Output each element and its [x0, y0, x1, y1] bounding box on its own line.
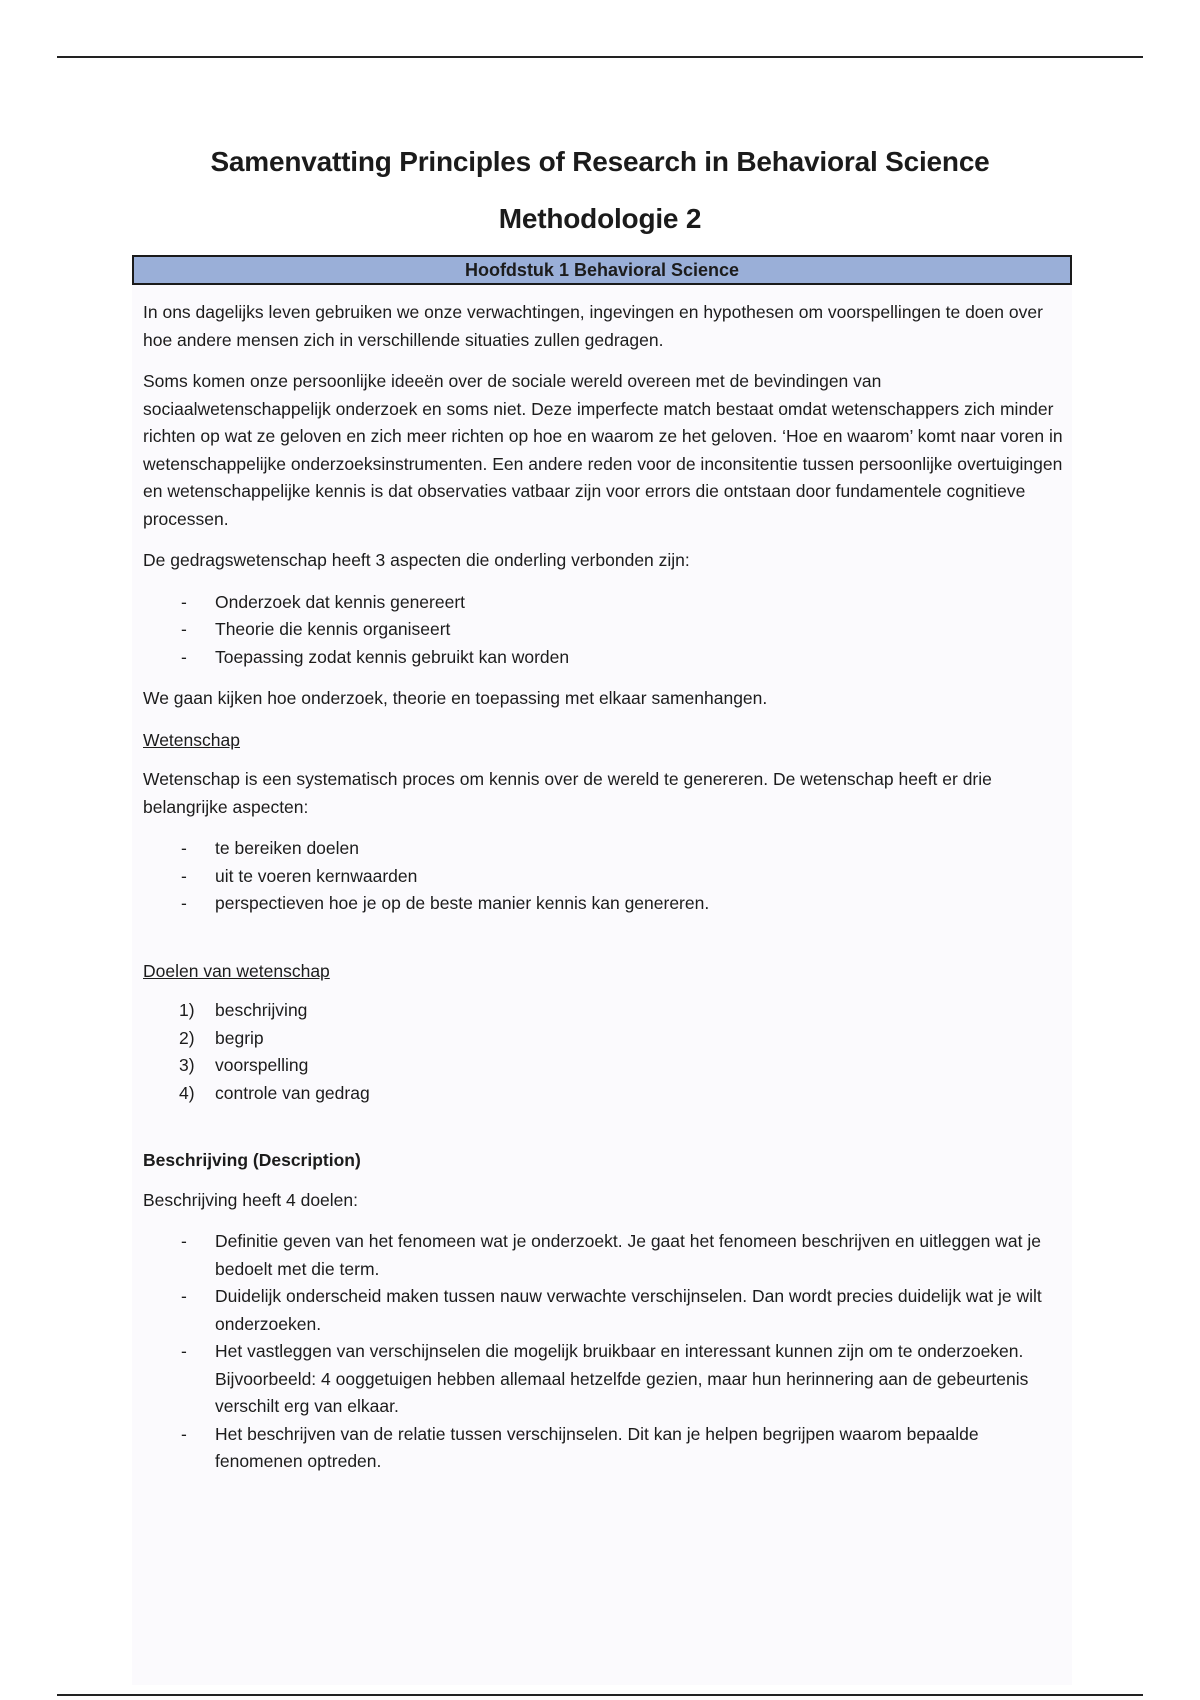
section-heading-wetenschap: Wetenschap — [143, 729, 240, 750]
list-item: 3) voorspelling — [179, 1055, 309, 1075]
spacer — [143, 1121, 1063, 1147]
list-item: - perspectieven hoe je op de beste manier kennis kan genereren. — [143, 890, 1063, 918]
bullet: - — [181, 1423, 187, 1444]
bullet: - — [181, 591, 187, 612]
list-item: 1) beschrijving — [179, 1000, 308, 1020]
bullet: - — [181, 1231, 187, 1251]
aspects-list — [143, 589, 1063, 672]
list-item: - Het vastleggen van verschijnselen die mogelijk bruikbaar en interessant kunnen zijn om te onderzoeken. Bijvoorbeeld: 4 ooggetuigen hebben allemaal hetzelfde gezien, maar hun herinnering aan de gebeurtenis verschilt erg van elkaar. — [143, 1338, 1063, 1421]
list-item: - Duidelijk onderscheid maken tussen nauw verwachte verschijnselen. Dan wordt precies duidelijk wat je wilt onderzoeken. — [143, 1283, 1063, 1338]
spacer — [143, 932, 1063, 958]
list-item: - Toepassing zodat kennis gebruikt kan worden — [143, 644, 1063, 672]
list-item: - Onderzoek dat kennis genereert — [143, 589, 1063, 617]
document-subtitle: Methodologie 2 — [498, 203, 702, 234]
top-rule — [57, 56, 1143, 58]
paragraph-aspects-conclusion: We gaan kijken hoe onderzoek, theorie en toepassing met elkaar samenhangen. — [143, 688, 768, 708]
list-item: - Definitie geven van het fenomeen wat je onderzoekt. Je gaat het fenomeen beschrijven en uitleggen wat je bedoelt met die term. — [143, 1228, 1063, 1283]
list-item: 4) controle van gedrag — [179, 1082, 370, 1103]
paragraph-aspects-intro: De gedragswetenschap heeft 3 aspecten die onderling verbonden zijn: — [143, 550, 690, 570]
bottom-rule — [57, 1694, 1143, 1696]
list-item: - Theorie die kennis organiseert — [143, 616, 1063, 644]
bullet: - — [181, 1286, 187, 1306]
chapter-heading: Hoofdstuk 1 Behavioral Science — [132, 255, 1072, 285]
document-title: Samenvatting Principles of Research in Behavioral Science — [210, 146, 990, 177]
bullet: - — [181, 893, 187, 913]
paragraph-beschrijving-intro: Beschrijving heeft 4 doelen: — [143, 1189, 358, 1210]
bullet: - — [181, 865, 187, 886]
list-item: - Het beschrijven van de relatie tussen verschijnselen. Dit kan je helpen begrijpen waarom bepaalde fenomenen optreden. — [143, 1421, 1063, 1476]
list-item: - uit te voeren kernwaarden — [143, 863, 1063, 891]
list-item: - te bereiken doelen — [143, 835, 1063, 863]
section-heading-doelen: Doelen van wetenschap — [143, 960, 330, 981]
paragraph-intro: In ons dagelijks leven gebruiken we onze verwachtingen, ingevingen en hypothesen om voorspellingen te doen over hoe andere mensen zich in verschillende situaties zullen gedragen. — [143, 302, 1043, 350]
wetenschap-list — [143, 835, 1063, 918]
list-item: 2) begrip — [179, 1027, 264, 1048]
doelen-list — [143, 997, 1063, 1107]
beschrijving-list — [143, 1228, 1063, 1476]
paragraph-mismatch: Soms komen onze persoonlijke ideeën over de sociale wereld overeen met de bevindingen van sociaalwetenschappelijk onderzoek en soms niet. Deze imperfecte match bestaat omdat wetenschappers zich minder richten op wat ze geloven en zich meer richten op hoe en waarom ze het geloven. ‘Hoe en waarom’ komt naar voren in wetenschappelijke onderzoeksinstrumenten. Een andere reden voor de inconsitentie tussen persoonlijke overtuigingen en wetenschappelijke kennis is dat observaties vatbaar zijn voor errors die ontstaan door fundamentele cognitieve processen. — [143, 371, 1063, 529]
paragraph-wetenschap: Wetenschap is een systematisch proces om kennis over de wereld te genereren. De wetenschap heeft er drie belangrijke aspecten: — [143, 769, 992, 817]
document-body — [143, 299, 1063, 1490]
bullet: - — [181, 619, 187, 639]
bullet: - — [181, 838, 187, 858]
bullet: - — [181, 1341, 187, 1361]
section-heading-beschrijving: Beschrijving (Description) — [143, 1150, 361, 1170]
bullet: - — [181, 646, 187, 667]
